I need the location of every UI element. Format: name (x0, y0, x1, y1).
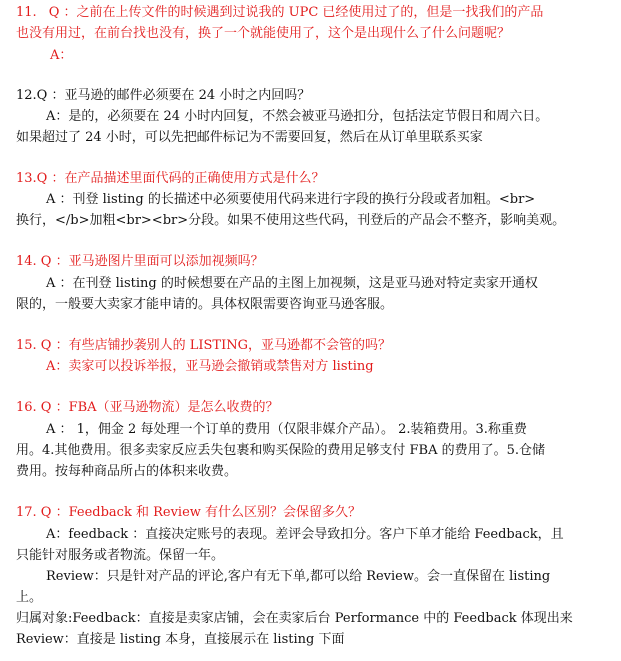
q11-question-line1: 11. Q ：之前在上传文件的时候遇到过说我的 UPC 已经使用过了的，但是一找我们的产品 (16, 5, 544, 20)
q16-answer-line2: 用。4.其他费用。很多卖家反应丢失包裹和购买保险的费用足够支付 FBA 的费用了。5.仓储 (16, 443, 546, 458)
q12-answer-line1: A：是的，必须要在 24 小时内回复，不然会被亚马逊扣分，包括法定节假日和周六日。 (46, 109, 549, 124)
q11-number: 11. (16, 5, 37, 20)
q14-answer-line1: A ：在刊登 listing 的时候想要在产品的主图上加视频，这是亚马逊对特定卖家开通权 (46, 276, 538, 291)
q13-answer-line1: A ：刊登 listing 的长描述中必须要使用代码来进行字段的换行分段或者加粗。<br> (46, 192, 536, 207)
q17-answer-line6: Review：直接是 listing 本身，直接展示在 listing 下面 (16, 632, 345, 647)
q11-question-line2: 也没有用过，在前台找也没有，换了一个就能使用了，这个是出现什么了什么问题呢？ (16, 26, 511, 41)
q17-answer-line3: Review：只是针对产品的评论,客户有无下单,都可以给 Review。会一直保留在 listing (46, 569, 551, 584)
q17-answer-line4: 上。 (16, 590, 43, 605)
q17-answer-line5: 归属对象:Feedback：直接是卖家店铺，会在卖家后台 Performance 中的 Feedback 体现出来 (16, 611, 573, 626)
q16-answer-line3: 费用。按每种商品所占的体积来收费。 (16, 464, 238, 479)
q11-answer-label: A： (50, 48, 73, 63)
q13-question: 13.Q ：在产品描述里面代码的正确使用方式是什么？ (16, 171, 325, 186)
q13-answer-line2: 换行，</b>加粗<br><br>分段。如果不使用这些代码，刊登后的产品会不整齐，影响美观。 (16, 213, 566, 228)
q17-answer-line1: A：feedback ：直接决定账号的表现。差评会导致扣分。客户下单才能给 Feedback，且 (46, 527, 564, 542)
q17-answer-line2: 只能针对服务或者物流。保留一年。 (16, 548, 225, 563)
q12-question: 12.Q ：亚马逊的邮件必须要在 24 小时之内回吗？ (16, 88, 311, 103)
q16-question: 16. Q ：FBA（亚马逊物流）是怎么收费的？ (16, 400, 279, 415)
q16-answer-line1: A ： 1，佣金 2 每处理一个订单的费用（仅限非媒介产品）。 2.装箱费用。3.称重费 (46, 422, 527, 437)
q14-answer-line2: 限的，一般要大卖家才能申请的。具体权限需要咨询亚马逊客服。 (16, 297, 394, 312)
q15-answer-line1: A：卖家可以投诉举报，亚马逊会撤销或禁售对方 listing (46, 359, 374, 374)
q14-question: 14. Q ：亚马逊图片里面可以添加视频吗？ (16, 254, 264, 269)
q15-question: 15. Q ：有些店铺抄袭别人的 LISTING，亚马逊都不会管的吗？ (16, 338, 391, 353)
q12-answer-line2: 如果超过了 24 小时，可以先把邮件标记为不需要回复，然后在从订单里联系买家 (16, 130, 483, 145)
q17-question: 17. Q ：Feedback 和 Review 有什么区别？会保留多久？ (16, 505, 362, 520)
